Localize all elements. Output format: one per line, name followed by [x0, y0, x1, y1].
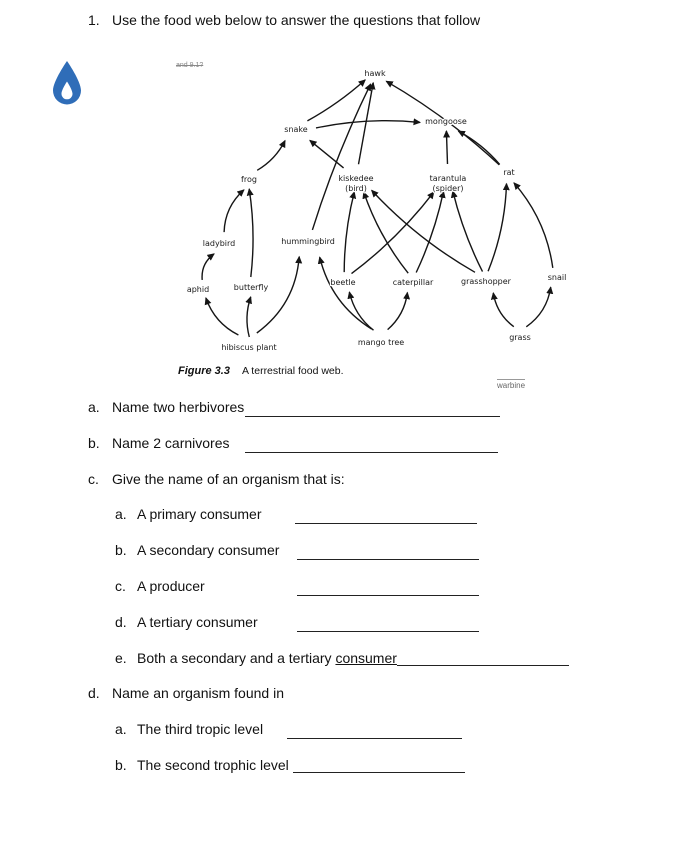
organism-label: caterpillar — [392, 278, 434, 287]
question-text: Name an organism found in — [112, 685, 284, 701]
food-web-arrow — [320, 257, 372, 329]
answer-blank — [245, 437, 498, 453]
food-web-arrow — [249, 189, 253, 277]
answer-blank — [397, 650, 569, 666]
organism-label: hibiscus plant — [221, 343, 277, 352]
food-web-arrow — [453, 191, 483, 272]
question-text-lead: Both a secondary and a tertiary — [137, 650, 336, 666]
question-d — [0, 685, 684, 705]
sub-question-d-b — [0, 757, 684, 777]
question-text — [137, 757, 465, 773]
organism-label: tarantula — [429, 174, 467, 183]
question-text — [137, 650, 569, 666]
figure-caption-label: Figure 3.3 — [178, 365, 230, 377]
organism-label: hawk — [364, 69, 386, 78]
question-c — [0, 471, 684, 491]
question-text: A primary consumer — [137, 506, 262, 522]
question-a — [0, 399, 684, 419]
main-question-row — [0, 12, 684, 32]
food-web-arrow — [316, 121, 420, 128]
organism-label: butterfly — [233, 283, 269, 292]
food-web-arrow — [446, 131, 447, 164]
figure-caption — [178, 365, 344, 377]
organism-label: rat — [503, 168, 515, 177]
organism-label: kiskedee — [338, 174, 374, 183]
food-web-arrow — [493, 293, 514, 327]
organism-label: snake — [284, 125, 308, 134]
figure-caption-text: A terrestrial food web. — [241, 365, 344, 377]
sub-question-c-a — [0, 506, 684, 526]
question-letter: a. — [88, 399, 100, 415]
answer-blank — [297, 580, 479, 596]
underlined-word: consumer — [335, 650, 397, 666]
organism-label: mango tree — [357, 338, 405, 347]
organism-label: beetle — [330, 278, 356, 287]
question-letter: b. — [115, 542, 127, 558]
question-letter: d. — [115, 614, 127, 630]
answer-blank — [287, 723, 462, 739]
question-text: A secondary consumer — [137, 542, 280, 558]
question-text: Give the name of an organism that is: — [112, 471, 345, 487]
organism-label: grasshopper — [461, 277, 511, 286]
sub-question-c-b — [0, 542, 684, 562]
scan-fragment-bottom: warbine — [497, 381, 526, 390]
organism-label: frog — [241, 175, 257, 184]
food-web-arrow — [526, 287, 550, 327]
food-web-arrow — [202, 254, 214, 280]
sub-question-c-d — [0, 614, 684, 634]
organism-label: grass — [509, 333, 531, 342]
answer-blank — [295, 508, 477, 524]
water-drop-shape — [53, 61, 81, 105]
food-web-arrow — [310, 140, 344, 168]
sub-question-c-c — [0, 578, 684, 598]
food-web-arrow — [344, 192, 354, 272]
question-letter: a. — [115, 506, 127, 522]
organism-label: snail — [547, 273, 567, 282]
food-web-arrow — [514, 183, 553, 268]
question-letter: b. — [88, 435, 100, 451]
question-text-lead: The second trophic level — [137, 757, 293, 773]
food-web-arrow — [488, 184, 506, 272]
organism-sublabel: (bird) — [345, 184, 367, 193]
organism-sublabel: (spider) — [432, 184, 464, 193]
food-web-arrow — [257, 141, 285, 171]
food-web-arrow — [388, 293, 408, 330]
scan-fragment-top: and 9.1? — [176, 62, 204, 69]
organism-label: mongoose — [425, 117, 467, 126]
organism-label: hummingbird — [281, 237, 335, 246]
question-text: Name 2 carnivores — [112, 435, 230, 451]
food-web-arrow — [247, 297, 251, 337]
question-letter: b. — [115, 757, 127, 773]
food-web-arrow — [257, 257, 299, 333]
food-web-arrow — [224, 190, 244, 232]
food-web-arrow — [372, 190, 475, 272]
food-web-arrow — [206, 298, 239, 335]
food-web-figure — [165, 58, 585, 358]
question-letter: c. — [88, 471, 99, 487]
question-letter: d. — [88, 685, 100, 701]
question-text: The third tropic level — [137, 721, 264, 737]
main-question-prompt: Use the food web below to answer the questions that follow — [112, 12, 481, 28]
answer-blank — [297, 616, 479, 632]
question-text: Name two herbivores — [112, 399, 245, 415]
water-drop-icon — [52, 60, 82, 106]
question-b — [0, 435, 684, 455]
sub-question-c-e — [0, 650, 684, 670]
question-letter: e. — [115, 650, 127, 666]
answer-blank — [245, 401, 500, 417]
organism-label: ladybird — [202, 239, 236, 248]
food-web-svg — [165, 58, 585, 358]
organism-label: aphid — [186, 285, 210, 294]
question-letter: c. — [115, 578, 126, 594]
question-text: A tertiary consumer — [137, 614, 258, 630]
food-web-arrow — [416, 191, 443, 272]
question-letter: a. — [115, 721, 127, 737]
question-text: A producer — [137, 578, 205, 594]
main-question-number: 1. — [88, 12, 100, 28]
food-web-arrow — [312, 84, 370, 230]
sub-question-d-a — [0, 721, 684, 741]
answer-blank — [297, 544, 479, 560]
food-web-arrow — [349, 292, 373, 330]
answer-blank — [293, 757, 465, 773]
